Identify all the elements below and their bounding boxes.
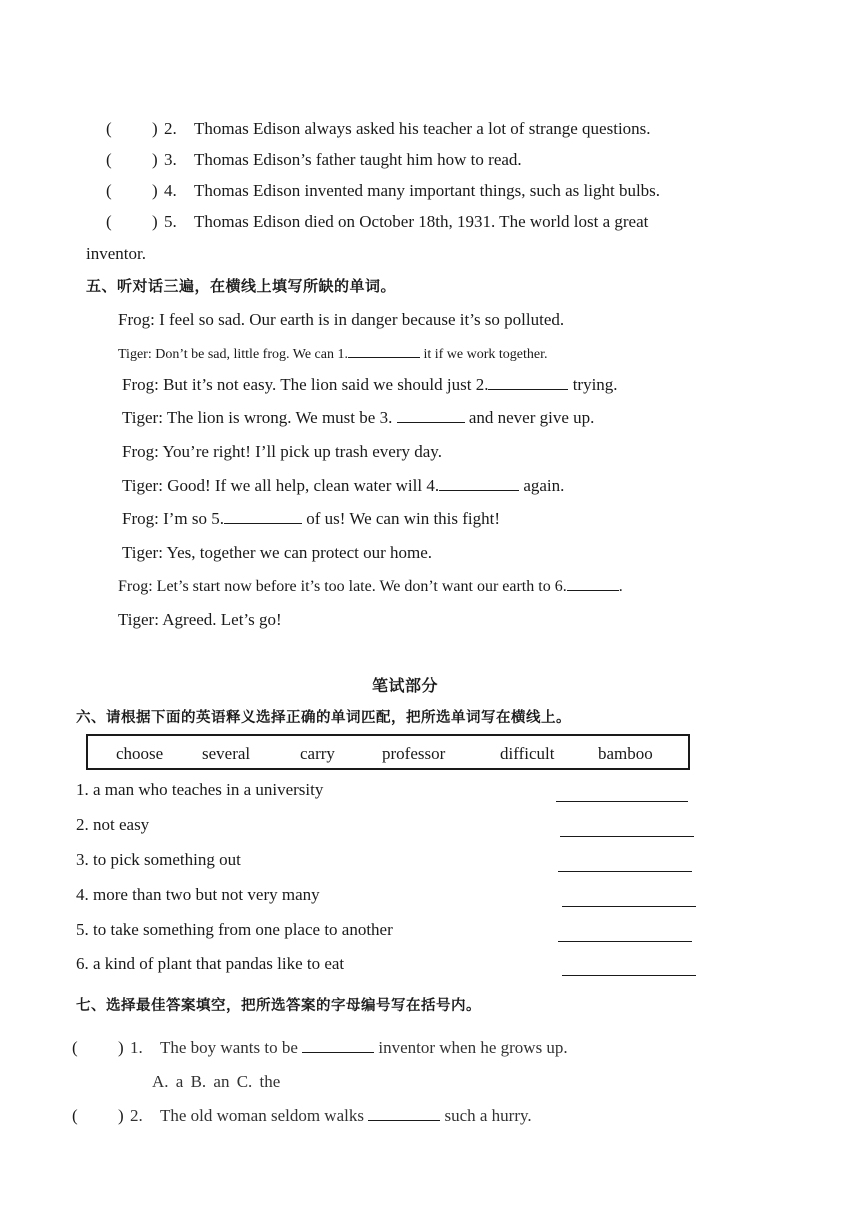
answer-bracket-open[interactable]: ( (106, 181, 112, 200)
dialogue-text: Tiger: Yes, together we can protect our home. (122, 543, 433, 562)
answer-bracket-close: ) (152, 150, 158, 169)
blank-1[interactable] (348, 343, 420, 358)
question-blank[interactable] (368, 1106, 440, 1121)
section-5-title: 五、听对话三遍，在横线上填写所缺的单词。 (86, 277, 397, 295)
dialogue-line-2 (118, 343, 548, 365)
dialogue-text: Frog: You’re right! I’ll pick up trash every day. (122, 442, 442, 461)
word-bank-word: choose (116, 744, 164, 763)
word-bank-word: difficult (500, 744, 555, 763)
blank-2[interactable] (488, 375, 568, 390)
question-text-before: The boy wants to be (160, 1038, 298, 1057)
word-bank-word: professor (382, 744, 446, 763)
blank-3[interactable] (397, 408, 465, 423)
answer-bracket-close: ) (152, 212, 158, 231)
mc-question-1-options: A. a B. an C. the (152, 1072, 281, 1091)
answer-bracket-close: ) (118, 1038, 124, 1057)
blank-4[interactable] (439, 476, 519, 491)
answer-bracket-open[interactable]: ( (106, 150, 112, 169)
item-number: 4. (164, 181, 177, 200)
definition-item-1: 1. a man who teaches in a university (76, 780, 324, 799)
dialogue-line-4 (122, 408, 594, 428)
section-6-title: 六、请根据下面的英语释义选择正确的单词匹配，把所选单词写在横线上。 (76, 710, 571, 726)
dialogue-text-after: . (618, 578, 623, 595)
answer-bracket-close: ) (152, 119, 158, 138)
definition-item-2: 2. not easy (76, 815, 150, 834)
answer-line-1[interactable] (556, 801, 688, 802)
dialogue-text-after: it if we work together. (423, 347, 548, 362)
question-text (160, 1038, 568, 1058)
word-bank-word: carry (300, 744, 335, 763)
answer-line-3[interactable] (558, 871, 692, 872)
dialogue-text: Frog: But it’s not easy. The lion said we should just 2. (122, 375, 489, 394)
question-text (160, 1106, 532, 1126)
dialogue-line-5 (122, 442, 442, 462)
dialogue-text: Tiger: Don’t be sad, little frog. We can 1. (118, 347, 348, 362)
question-number: 1. (130, 1038, 143, 1057)
dialogue-text-after: trying. (572, 375, 618, 394)
question-text-after: such a hurry. (444, 1106, 532, 1125)
question-text-after: inventor when he grows up. (378, 1038, 568, 1057)
definition-item-5: 5. to take something from one place to another (76, 920, 393, 939)
dialogue-text: Tiger: Agreed. Let’s go! (118, 610, 282, 629)
answer-bracket-open[interactable]: ( (106, 212, 112, 231)
dialogue-line-3 (122, 375, 618, 395)
answer-bracket-open[interactable]: ( (106, 119, 112, 138)
dialogue-line-1 (118, 310, 564, 330)
word-bank-box (86, 734, 690, 770)
dialogue-line-7 (122, 509, 500, 529)
answer-line-6[interactable] (562, 975, 696, 976)
section-7-title: 七、选择最佳答案填空，把所选答案的字母编号写在括号内。 (76, 998, 481, 1014)
item-number: 2. (164, 119, 177, 138)
item-text: Thomas Edison died on October 18th, 1931. The world lost a great (194, 212, 649, 231)
item-text: Thomas Edison always asked his teacher a lot of strange questions. (194, 119, 651, 138)
item-number: 5. (164, 212, 177, 231)
word-bank-word: several (202, 744, 251, 763)
definition-item-4: 4. more than two but not very many (76, 885, 320, 904)
answer-line-5[interactable] (558, 941, 692, 942)
word-bank-word: bamboo (598, 744, 653, 763)
answer-line-4[interactable] (562, 906, 696, 907)
answer-bracket-open[interactable]: ( (72, 1038, 78, 1057)
item-text-continued: inventor. (86, 244, 146, 263)
dialogue-text: Frog: I’m so 5. (122, 509, 224, 528)
answer-bracket-open[interactable]: ( (72, 1106, 78, 1125)
question-number: 2. (130, 1106, 143, 1125)
answer-bracket-close: ) (152, 181, 158, 200)
blank-6[interactable] (567, 576, 619, 591)
item-text: Thomas Edison invented many important things, such as light bulbs. (194, 181, 661, 200)
question-text-before: The old woman seldom walks (160, 1106, 364, 1125)
answer-line-2[interactable] (560, 836, 694, 837)
dialogue-text: Tiger: The lion is wrong. We must be 3. (122, 408, 393, 427)
written-part-heading: 笔试部分 (372, 676, 439, 695)
dialogue-line-10 (118, 610, 282, 630)
definition-item-6: 6. a kind of plant that pandas like to eat (76, 954, 345, 973)
item-number: 3. (164, 150, 177, 169)
dialogue-line-6 (122, 476, 564, 496)
blank-5[interactable] (224, 509, 302, 524)
question-blank[interactable] (302, 1038, 374, 1053)
dialogue-text-after: again. (523, 476, 565, 495)
dialogue-text: Tiger: Good! If we all help, clean water will 4. (122, 476, 440, 495)
answer-bracket-close: ) (118, 1106, 124, 1125)
dialogue-line-9 (118, 576, 623, 597)
dialogue-text: Frog: I feel so sad. Our earth is in danger because it’s so polluted. (118, 310, 565, 329)
item-text: Thomas Edison’s father taught him how to read. (194, 150, 522, 169)
dialogue-line-8 (122, 543, 432, 563)
dialogue-text-after: of us! We can win this fight! (306, 509, 501, 528)
definition-item-3: 3. to pick something out (76, 850, 241, 869)
dialogue-text: Frog: Let’s start now before it’s too late. We don’t want our earth to 6. (118, 578, 567, 595)
dialogue-text-after: and never give up. (468, 408, 595, 427)
